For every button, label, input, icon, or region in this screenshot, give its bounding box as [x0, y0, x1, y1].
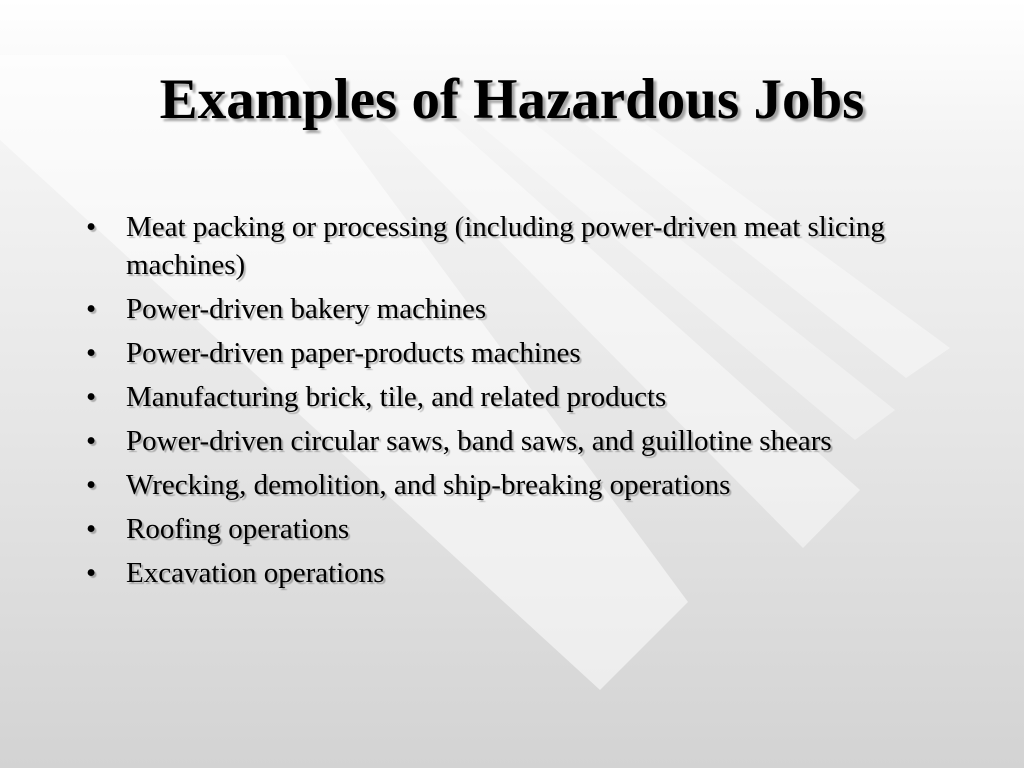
bullet-text: Power-driven paper-products machines: [126, 337, 581, 369]
bullet-marker: •: [86, 557, 97, 589]
bullet-text: Meat packing or processing (including power-driven meat slicing machines): [126, 211, 885, 281]
bullet-item: [86, 466, 946, 504]
bullet-marker: •: [86, 469, 97, 501]
bullet-list: [86, 208, 946, 598]
bullet-item: [86, 554, 946, 592]
bullet-marker: •: [86, 513, 97, 545]
bullet-marker: •: [86, 211, 97, 243]
bullet-text: Power-driven bakery machines: [126, 293, 487, 325]
bullet-item: [86, 334, 946, 372]
bullet-item: [86, 290, 946, 328]
bullet-marker: •: [86, 425, 97, 457]
bullet-item: [86, 422, 946, 460]
bullet-item: [86, 378, 946, 416]
bullet-text: Roofing operations: [126, 513, 350, 545]
slide-title: Examples of Hazardous Jobs: [159, 68, 865, 131]
bullet-text: Manufacturing brick, tile, and related products: [126, 381, 667, 413]
bullet-marker: •: [86, 337, 97, 369]
bullet-item: [86, 510, 946, 548]
bullet-item: [86, 208, 946, 284]
bullet-text: Power-driven circular saws, band saws, and guillotine shears: [126, 425, 832, 457]
bullet-marker: •: [86, 381, 97, 413]
bullet-text: Wrecking, demolition, and ship-breaking operations: [126, 469, 731, 501]
bullet-marker: •: [86, 293, 97, 325]
bullet-text: Excavation operations: [126, 557, 385, 589]
